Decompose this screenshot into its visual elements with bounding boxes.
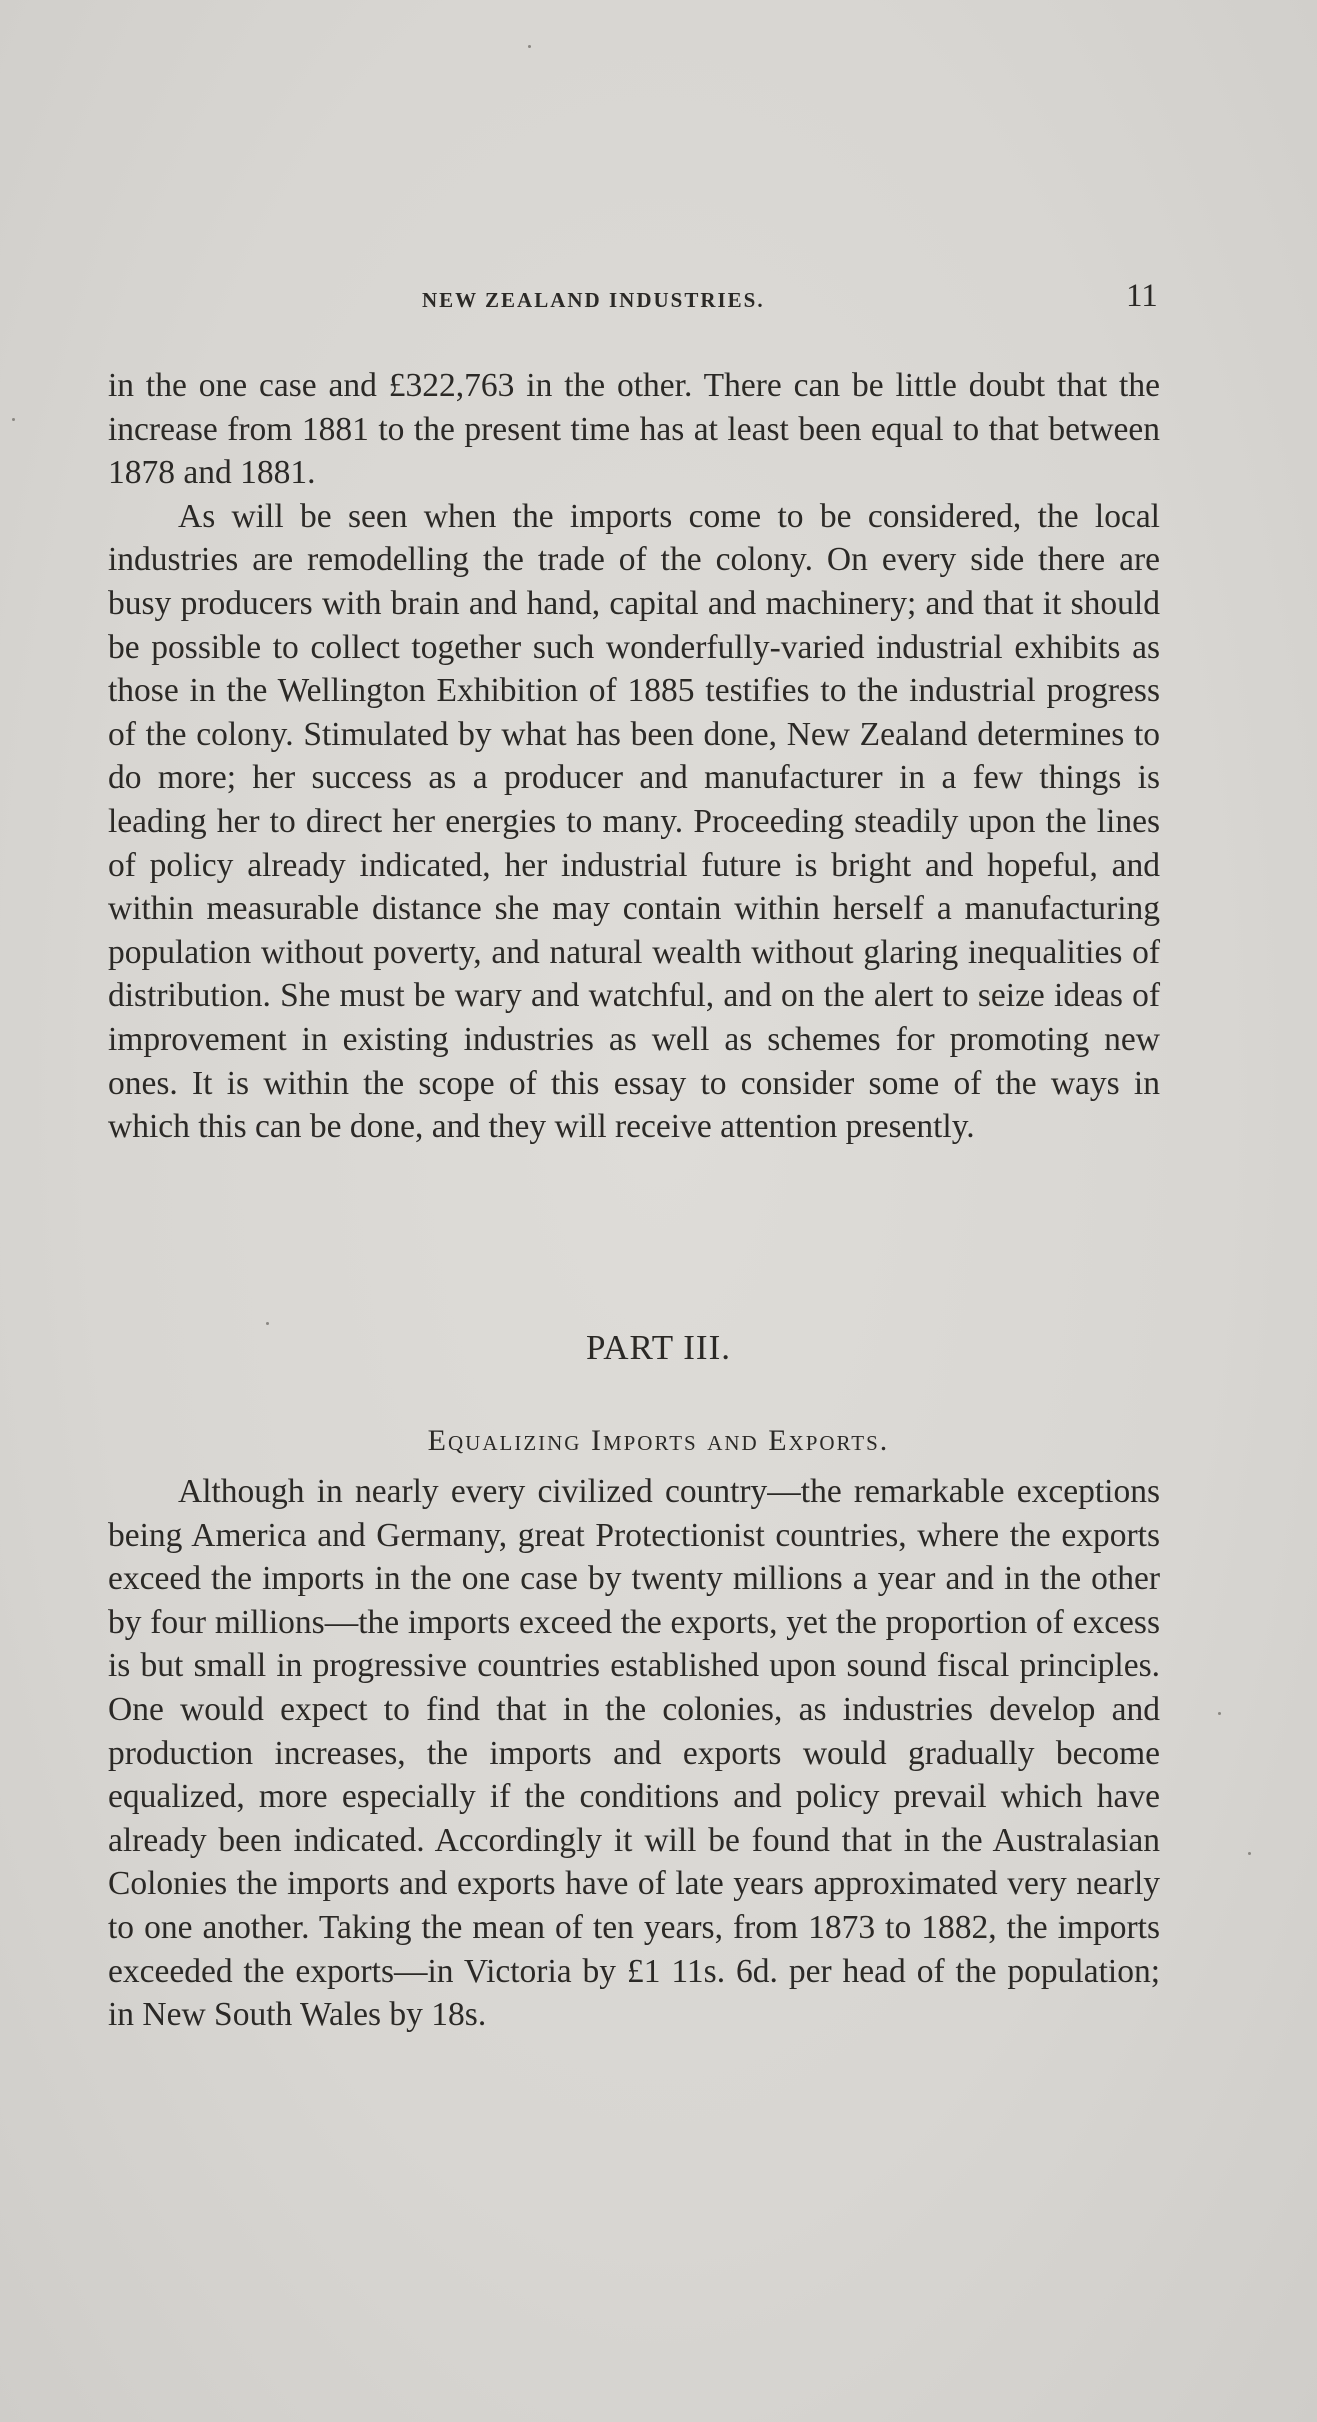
paper-speck	[266, 1322, 269, 1325]
body-text-upper	[108, 364, 1160, 1149]
imports-exports-paragraph: Although in nearly every civilized country—the remarkable exceptions being America and Germany, great Protectionist countries, where the exports exceed the imports in the one case by twenty millions a year and in the other by four millions—the imports exceed the exports, yet the proportion of excess is but small in progressive countries established upon sound fiscal principles. One would expect to find that in the colonies, as industries develop and production increases, the imports and exports would gradually become equalized, more especially if the conditions and policy prevail which have already been indicated. Accordingly it will be found that in the Australasian Colonies the imports and exports have of late years approximated very nearly to one another. Taking the mean of ten years, from 1873 to 1882, the imports exceeded the exports—in Victoria by £1 11s. 6d. per head of the population; in New South Wales by 18s.	[108, 1473, 1160, 2034]
paper-speck	[528, 45, 531, 48]
body-text-lower	[108, 1470, 1160, 2037]
paper-speck	[1248, 1852, 1251, 1855]
page-number: 11	[1126, 278, 1158, 314]
paper-speck	[1218, 1712, 1221, 1715]
paper-speck	[12, 418, 15, 421]
part-subheading: Equalizing Imports and Exports.	[427, 1424, 890, 1457]
industries-paragraph: As will be seen when the imports come to be considered, the local industries are remodelling the trade of the colony. On every side there are busy producers with brain and hand, capital and machinery; and that it should be possible to collect together such wonderfully-varied industrial exhibits as those in the Wellington Exhibition of 1885 testifies to the industrial progress of the colony. Stimulated by what has been done, New Zealand determines to do more; her success as a producer and manufacturer in a few things is leading her to direct her energies to many. Proceeding steadily upon the lines of policy already indicated, her industrial future is bright and hopeful, and within measurable distance she may contain within herself a manufacturing population without poverty, and natural wealth without glaring inequalities of distribution. She must be wary and watchful, and on the alert to seize ideas of improvement in existing industries as well as schemes for promoting new ones. It is within the scope of this essay to consider some of the ways in which this can be done, and they will receive attention presently.	[108, 497, 1160, 1146]
part-heading: PART III.	[586, 1328, 731, 1367]
running-head-title: NEW ZEALAND INDUSTRIES.	[422, 288, 765, 312]
continued-paragraph: in the one case and £322,763 in the other. There can be little doubt that the increase from 1881 to the present time has at least been equal to that between 1878 and 1881.	[108, 367, 1160, 492]
